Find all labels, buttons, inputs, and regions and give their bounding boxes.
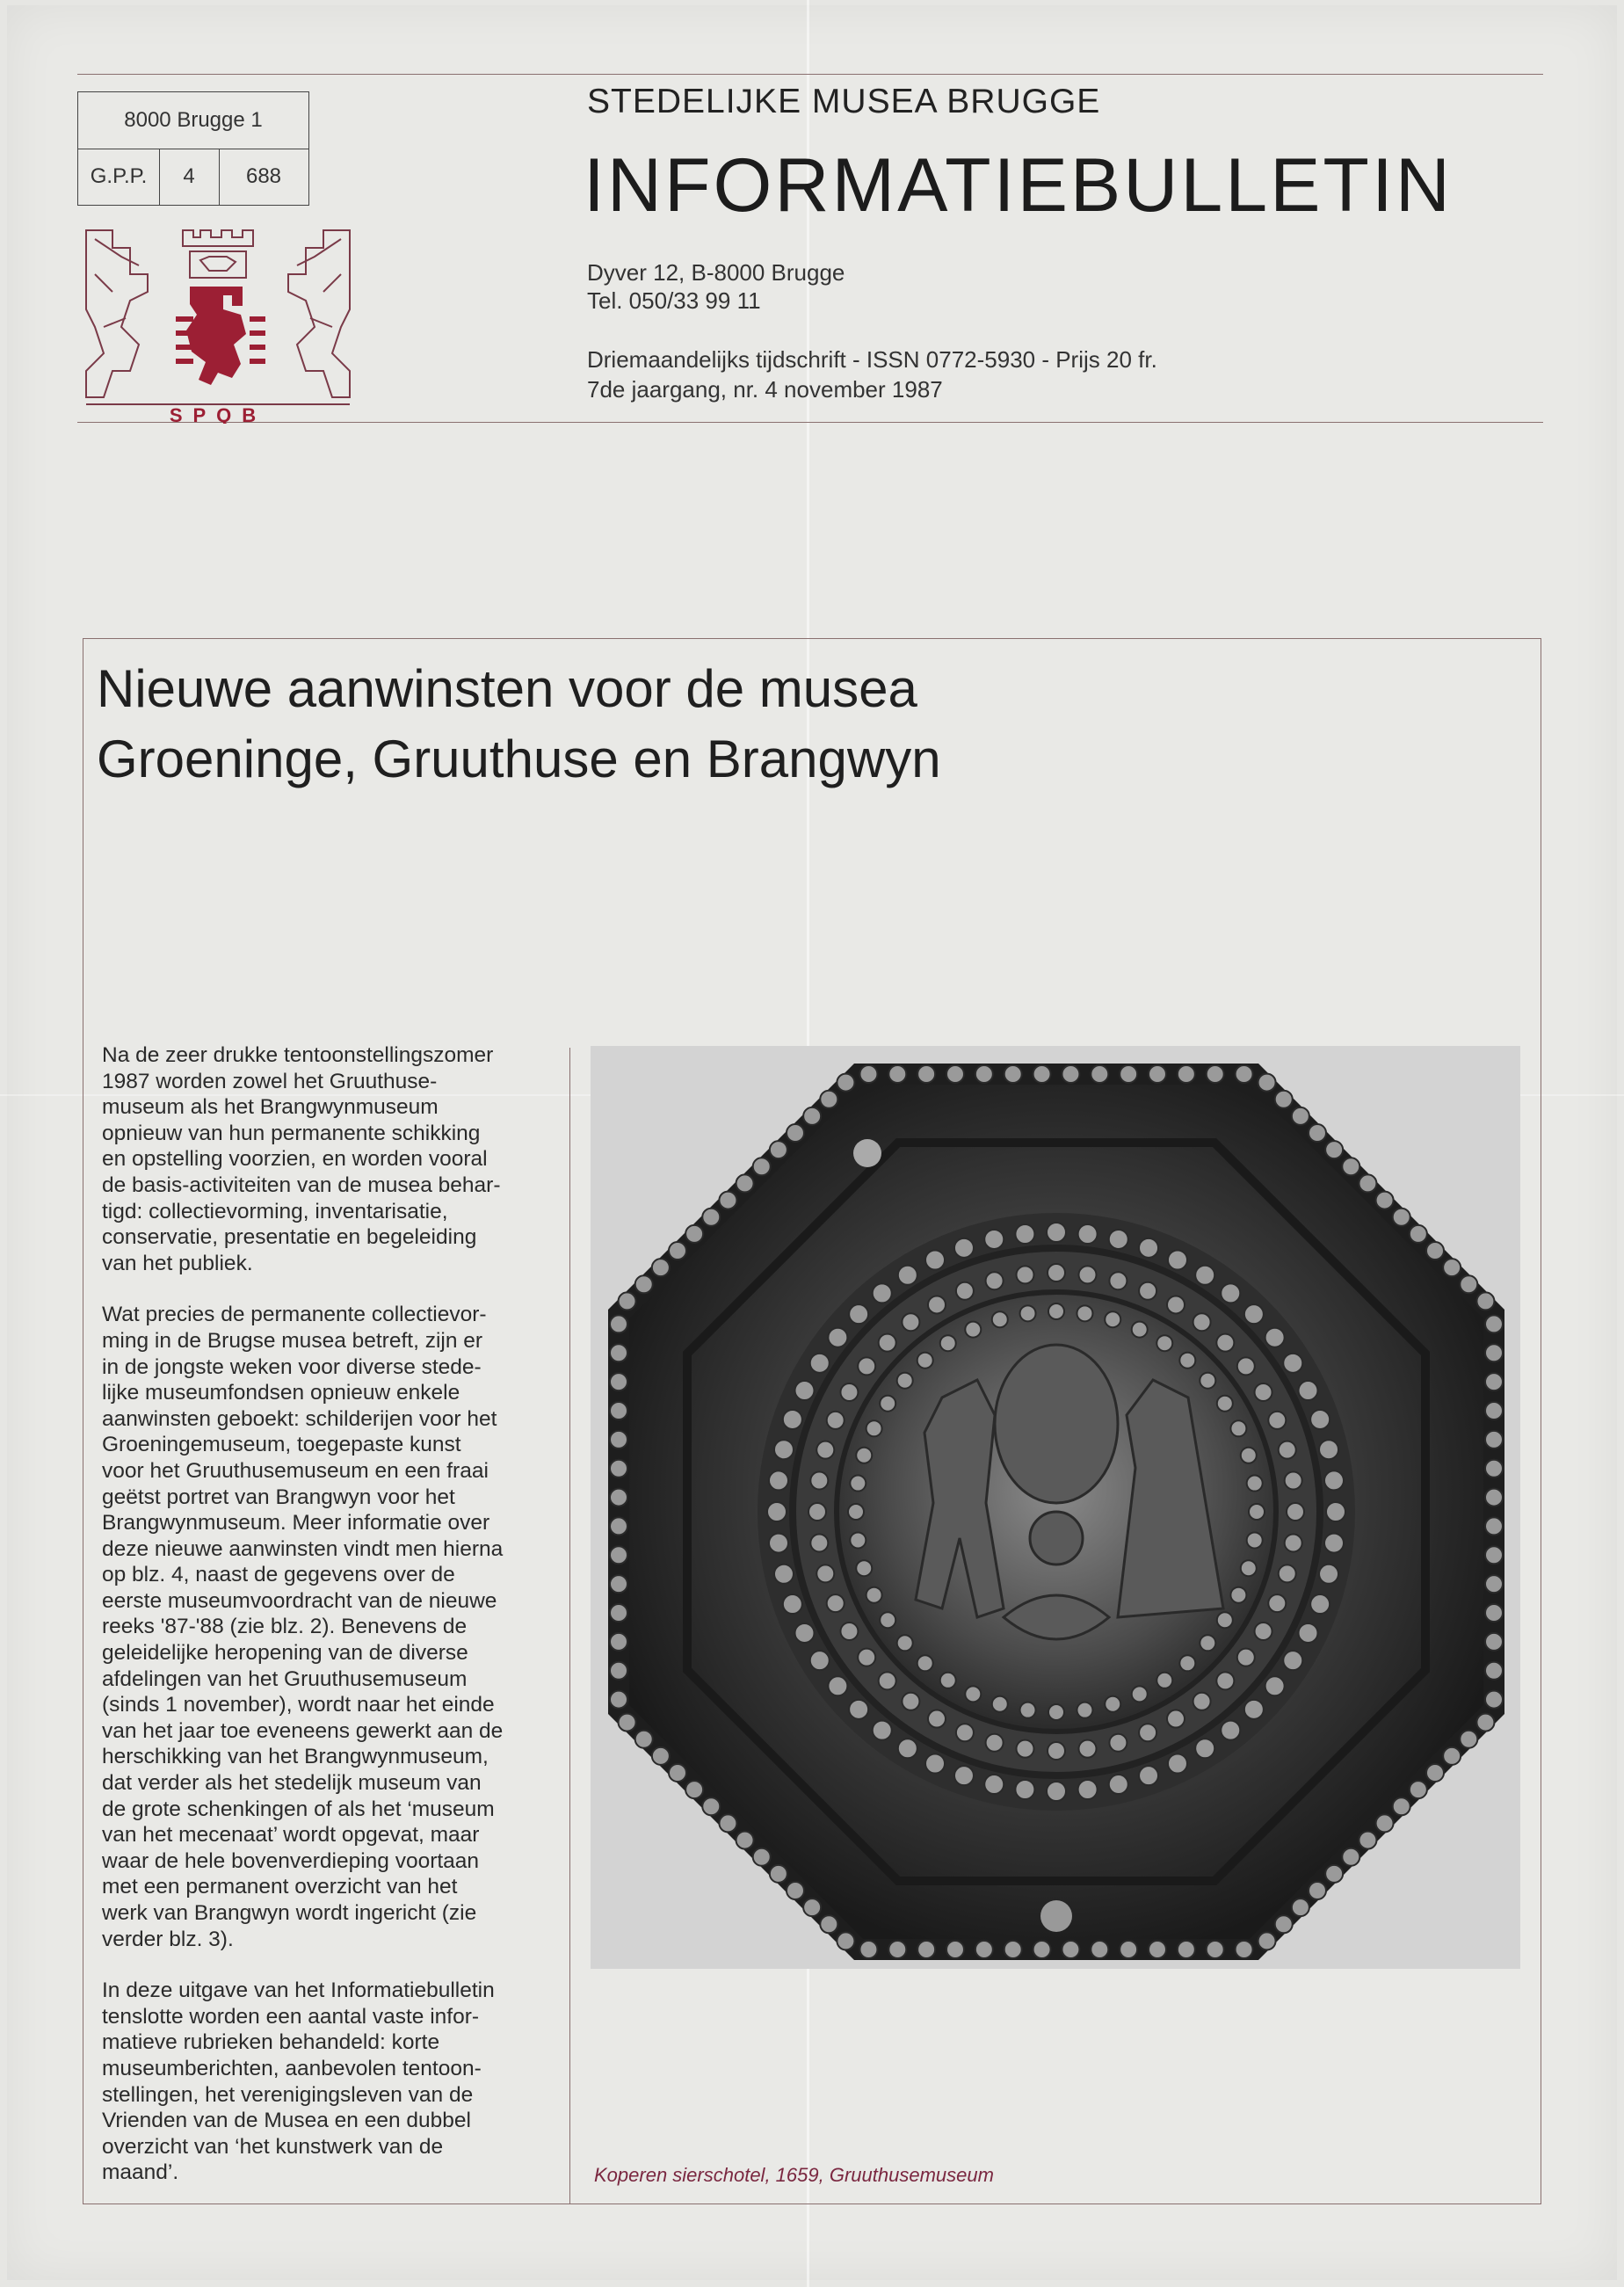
- address-block: [587, 258, 845, 315]
- paragraph-1: Na de zeer drukke tentoonstellingszomer 1987 worden zowel het Gruuthuse- museum als het Brangwynmuseum opnieuw van hun permanente schikking en opstelling voorzien, en worden vooral de basis-activiteiten van de musea behar- tigd: collectievorming, inventarisatie, conservatie, presentatie en begeleiding van het publiek.: [102, 1043, 501, 1275]
- column-separator: [569, 1048, 570, 2204]
- article-body: [102, 1042, 552, 2211]
- article-headline: [97, 654, 941, 795]
- header-top-rule: [77, 74, 1543, 75]
- headline-line-2: Groeninge, Gruuthuse en Brangwyn: [97, 730, 941, 788]
- periodical-info: Driemaandelijks tijdschrift - ISSN 0772-5930 - Prijs 20 fr.: [587, 346, 1157, 373]
- postage-number-2: 688: [245, 164, 282, 188]
- postage-number-1: 4: [159, 149, 220, 205]
- photo-caption: Koperen sierschotel, 1659, Gruuthusemuseum: [594, 2164, 994, 2186]
- city-arms-logo: [77, 221, 359, 424]
- copper-dish-image: [591, 1046, 1520, 1969]
- paragraph-3: In deze uitgave van het Informatiebulletin tenslotte worden een aantal vaste infor- matieve rubrieken behandeld: korte museumberichten, aanbevolen tentoon- stellingen, het verenigingsleven van de Vrienden van de Musea en een dubbel overzicht van ‘het kunstwerk van de maand’.: [102, 1978, 495, 2185]
- organization-name: STEDELIJKE MUSEA BRUGGE: [587, 83, 1101, 120]
- logo-text: SPQB: [169, 404, 267, 424]
- headline-line-1: Nieuwe aanwinsten voor de musea: [97, 659, 917, 718]
- telephone: Tel. 050/33 99 11: [587, 287, 761, 314]
- arms-icon: [77, 221, 359, 424]
- publication-info: [587, 345, 1157, 404]
- postage-box: [77, 91, 309, 206]
- paragraph-2: Wat precies de permanente collectievor- ming in de Brugse musea betreft, zijn er in de jongste weken voor diverse stede- lijke museumfondsen opnieuw enkele aanwinsten geboekt: schilderijen voor het Groeningemuseum, toegepaste kunst voor het Gruuthusemuseum en een fraai geëtst portret van Brangwyn voor het Brangwynmuseum. Meer informatie over deze nieuwe aanwinsten vindt men hierna op blz. 4, naast de gegevens over de eerste museumvoordracht van de nieuwe reeks '87-'88 (zie blz. 2). Benevens de geleidelijke heropening van de diverse afdelingen van het Gruuthusemuseum (sinds 1 november), wordt naar het einde van het jaar toe eveneens gewerkt aan de herschikking van het Brangwynmuseum, dat verder als het stedelijk museum van de grote schenkingen of als het ‘museum van het mecenaat’ wordt opgevat, maar waar de hele bovenverdieping voortaan met een permanent overzicht van het werk van Brangwyn wordt ingericht (zie verder blz. 3).: [102, 1303, 504, 1951]
- address: Dyver 12, B-8000 Brugge: [587, 259, 845, 286]
- publication-title: INFORMATIEBULLETIN: [584, 143, 1453, 228]
- postage-code: G.P.P.: [78, 149, 160, 205]
- dish-photo: [591, 1046, 1520, 1969]
- postage-city: 8000 Brugge 1: [78, 92, 308, 149]
- issue-info: 7de jaargang, nr. 4 november 1987: [587, 376, 943, 403]
